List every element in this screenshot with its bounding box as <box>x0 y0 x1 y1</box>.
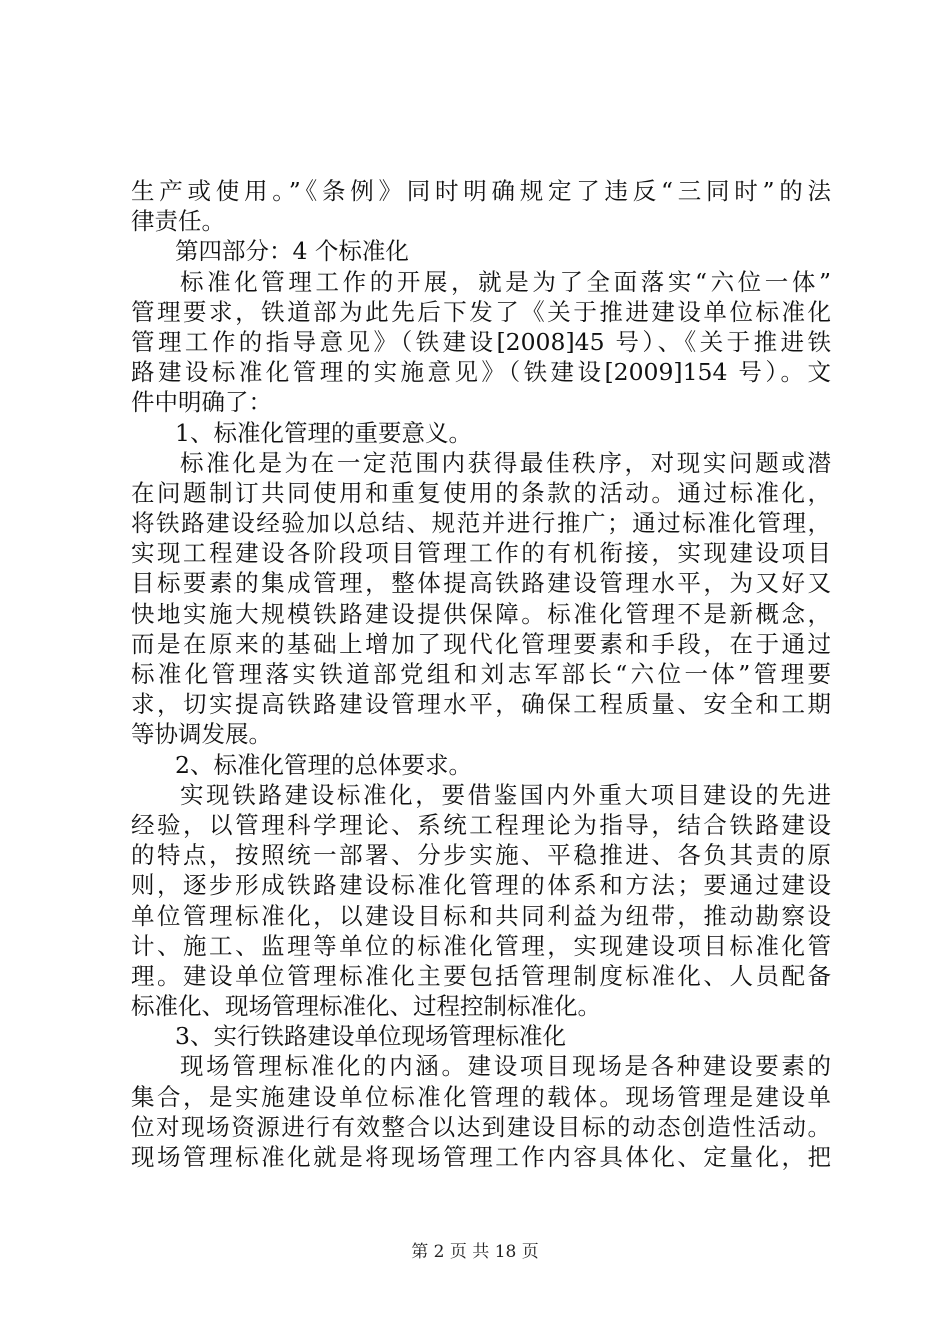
text-line: 在问题制订共同使用和重复使用的条款的活动。通过标准化， <box>131 478 831 507</box>
text-line: 标准化管理工作的开展，就是为了全面落实“六位一体” <box>180 267 831 296</box>
text-line: 而是在原来的基础上增加了现代化管理要素和手段，在于通过 <box>131 629 831 658</box>
text-line: 标准化、现场管理标准化、过程控制标准化。 <box>131 992 601 1021</box>
text-line: 理。建设单位管理标准化主要包括管理制度标准化、人员配备 <box>131 961 831 990</box>
page-number-footer: 第 2 页 共 18 页 <box>411 1242 539 1262</box>
text-line: 现场管理标准化就是将现场管理工作内容具体化、定量化，把 <box>131 1143 831 1171</box>
text-line: 管理要求，铁道部为此先后下发了《关于推进建设单位标准化 <box>131 297 831 326</box>
text-line: 实现工程建设各阶段项目管理工作的有机衔接，实现建设项目 <box>131 539 831 568</box>
text-line: 实现铁路建设标准化，要借鉴国内外重大项目建设的先进 <box>180 780 831 809</box>
text-line: 路建设标准化管理的实施意见》（铁建设[2009]154 号）。文 <box>131 358 831 387</box>
text-line: 标准化管理落实铁道部党组和刘志军部长“六位一体”管理要 <box>131 660 831 688</box>
text-line: 律责任。 <box>131 207 225 236</box>
text-line: 单位管理标准化，以建设目标和共同利益为纽带，推动勘察设 <box>131 901 831 930</box>
text-line: 的特点，按照统一部署、分步实施、平稳推进、各负其责的原 <box>131 841 831 870</box>
text-line: 件中明确了： <box>131 388 272 417</box>
document-body <box>131 176 831 1172</box>
text-line: 现场管理标准化的内涵。建设项目现场是各种建设要素的 <box>180 1052 831 1081</box>
text-line: 集合，是实施建设单位标准化管理的载体。现场管理是建设单 <box>131 1082 831 1111</box>
text-line: 经验，以管理科学理论、系统工程理论为指导，结合铁路建设 <box>131 810 831 839</box>
subsection-heading: 3、实行铁路建设单位现场管理标准化 <box>175 1022 566 1051</box>
text-line: 位对现场资源进行有效整合以达到建设目标的动态创造性活动。 <box>131 1112 831 1141</box>
text-line: 等协调发展。 <box>131 720 272 749</box>
subsection-heading: 1、标准化管理的重要意义。 <box>175 418 472 447</box>
text-line: 标准化是为在一定范围内获得最佳秩序，对现实问题或潜 <box>180 448 831 477</box>
text-line: 计、施工、监理等单位的标准化管理，实现建设项目标准化管 <box>131 931 831 960</box>
text-line: 快地实施大规模铁路建设提供保障。标准化管理不是新概念， <box>131 599 831 628</box>
subsection-heading: 2、标准化管理的总体要求。 <box>175 750 472 779</box>
text-line: 目标要素的集成管理，整体提高铁路建设管理水平，为又好又 <box>131 569 831 598</box>
text-line: 生产或使用。”《条例》同时明确规定了违反“三同时”的法 <box>131 177 831 205</box>
text-line: 将铁路建设经验加以总结、规范并进行推广；通过标准化管理， <box>131 509 831 538</box>
section-heading: 第四部分：4 个标准化 <box>175 237 409 266</box>
text-line: 管理工作的指导意见》（铁建设[2008]45 号）、《关于推进铁 <box>131 327 831 356</box>
text-line: 求，切实提高铁路建设管理水平，确保工程质量、安全和工期 <box>131 690 831 719</box>
text-line: 则，逐步形成铁路建设标准化管理的体系和方法；要通过建设 <box>131 871 831 900</box>
